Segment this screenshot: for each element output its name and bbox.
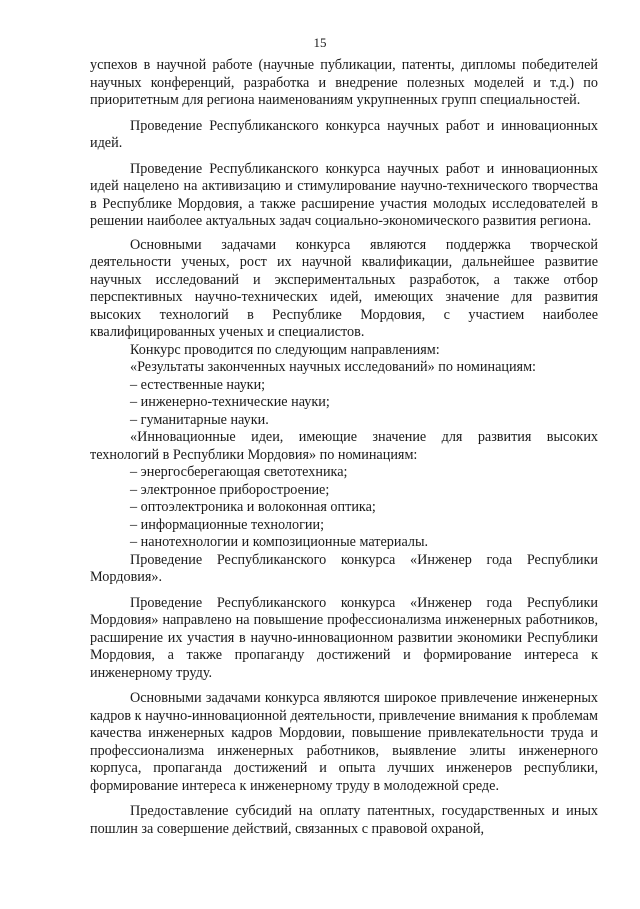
list-item: – гуманитарные науки. bbox=[130, 411, 269, 428]
page-number: 15 bbox=[313, 35, 327, 50]
document-body bbox=[90, 57, 598, 838]
list-item: – электронное приборостроение; bbox=[130, 481, 330, 498]
list-item: – естественные науки; bbox=[130, 376, 266, 393]
paragraph: Проведение Республиканского конкурса научных работ и инновационных идей нацелено на активизацию и стимулирование научно-технического творчества в Республике Мордовия, а также расширение участия молодых исследователей в решении наиболее актуальных задач социально-экономического развития региона. bbox=[90, 160, 598, 229]
list-item: – оптоэлектроника и волоконная оптика; bbox=[130, 499, 376, 515]
paragraph: Проведение Республиканского конкурса научных работ и инновационных идей. bbox=[90, 117, 598, 151]
paragraph: Основными задачами конкурса являются широкое привлечение инженерных кадров к научно-инновационной деятельности, привлечение внимания к проблемам качества инженерных кадров Мордовии, повышение привлекательности труда и профессионализма инженерных работников, выявление элиты инженерного корпуса, пропаганда достижений и опыта лучших инженеров республики, формирование интереса к инженерному труду в молодежной среде. bbox=[90, 690, 598, 794]
paragraph: «Результаты законченных научных исследований» по номинациям: bbox=[130, 359, 537, 375]
list-item: – информационные технологии; bbox=[130, 516, 325, 533]
paragraph: «Инновационные идеи, имеющие значение для развития высоких технологий в Республики Мордовия» по номинациям: bbox=[90, 429, 598, 463]
paragraph: Конкурс проводится по следующим направлениям: bbox=[130, 341, 440, 358]
paragraph: Проведение Республиканского конкурса «Инженер года Республики Мордовия». bbox=[90, 551, 598, 585]
paragraph: Предоставление субсидий на оплату патентных, государственных и иных пошлин за совершение действий, связанных с правовой охраной, bbox=[90, 803, 598, 837]
list-item: – энергосберегающая светотехника; bbox=[130, 464, 348, 480]
list-item: – нанотехнологии и композиционные материалы. bbox=[130, 534, 429, 550]
paragraph: Проведение Республиканского конкурса «Инженер года Республики Мордовия» направлено на повышение профессионализма инженерных работников, расширение их участия в научно-инновационном развитии экономики Республики Мордовия, а также пропаганду достижений и формирование интереса к инженерному труду. bbox=[90, 594, 598, 681]
paragraph: успехов в научной работе (научные публикации, патенты, дипломы победителей научных конференций, разработка и внедрение полезных моделей и т.д.) по приоритетным для региона наименованиям укрупненных групп специальностей. bbox=[90, 57, 598, 108]
list-item: – инженерно-технические науки; bbox=[130, 394, 330, 410]
paragraph: Основными задачами конкурса являются поддержка творческой деятельности ученых, рост их научной квалификации, дальнейшее развитие научных исследований и экспериментальных разработок, а также отбор перспективных научно-технических идей, имеющих значение для развития высоких технологий в Республике Мордовия, с участием наиболее квалифицированных ученых и специалистов. bbox=[90, 236, 598, 340]
